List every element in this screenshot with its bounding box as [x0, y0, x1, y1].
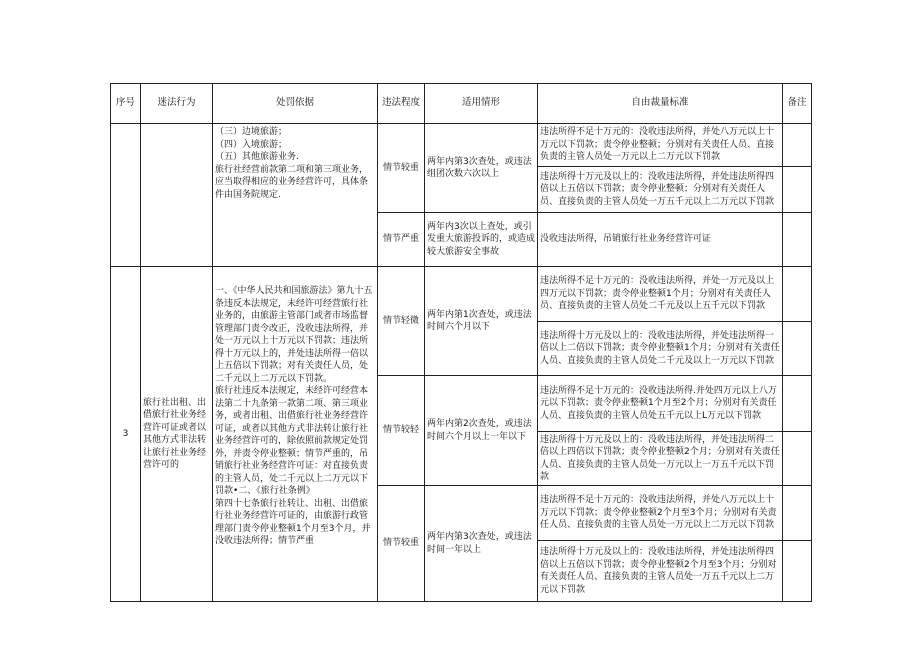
row2-standard-light-over: 违法所得十万元及以上的：没收违法所得，并处违法所得二倍以上四倍以下罚款；责令停业整顿2个月；分别对有关责任人员、直接负责的主管人员处一万元以上一万五千元以下罚款	[538, 432, 783, 486]
row2-note-1	[783, 267, 812, 322]
row1-note-1	[783, 124, 812, 167]
row2-note-3	[783, 376, 812, 432]
row2-degree-heavy: 情节较重	[378, 486, 425, 602]
header-note: 备注	[783, 84, 812, 124]
row1-standard-heavy-over: 违法所得十万元及以上的：没收违法所得，并处违法所得四倍以上五倍以下罚款；责令停业整顿；分别对有关责任人员、直接负责的主管人员处一万五千元以上二万元以下罚款	[538, 167, 783, 213]
row1-note-3	[783, 213, 812, 267]
header-row	[111, 84, 812, 124]
header-seq: 序号	[111, 84, 141, 124]
row1-seq-cell	[111, 124, 141, 267]
row1-standard-severe: 没收违法所得，吊销旅行社业务经营许可证	[538, 213, 783, 267]
row2-note-6	[783, 541, 812, 602]
row2-circumstance-heavy: 两年内第3次查处，或违法时间一年以上	[425, 486, 538, 602]
row2-standard-minor-over: 违法所得十万元及以上的：没收违法所得，并处违法所得一倍以上二倍以下罚款；责令停业整顿1个月；分别对有关责任人员、直接负责的主管人员处二千元及以上一万元以下罚款	[538, 322, 783, 376]
table-row	[111, 124, 812, 167]
row2-basis: 一、《中华人民共和国旅游法》第九十五条违反本法规定，未经许可经营旅行社业务的，由旅游主管部门或者市场监督管理部门责令改正，没收违法所得，并处一万元以上十万元以下罚款；违法所得十万元以上的，并处违法所得一倍以上五倍以下罚款；对有关责任人员，处二千元以上二万元以下罚款。 旅行社违反本法规定，未经许可经营本法第二十九条第一款第二项、第三项业务，或者出租、出借旅行社业务经营许可证，或者以其他方式非法转让旅行社业务经营许可的，除依照前款规定处罚外，并责令停业整顿；情节严重的，吊销旅行社业务经营许可证：对直接负责的主管人员，处二千元以上二万元以下罚款•二、《旅行社条例》 第四十七条旅行社转让、出租、出借旅行社业务经营许可证的，由旅游行政管理部门责令停业整顿1个月至3个月，并没收违法所得；情节严重	[213, 267, 378, 602]
row2-standard-heavy-under: 违法所得不足十万元的：没收违法所得，并处八万元以上十万元以下罚款；责令停业整顿2个月至3个月；分别对有关责任人员、直接负责的主管人员处一万元以上二万元以下罚款	[538, 486, 783, 541]
row1-basis: （三）边境旅游； （四）入境旅游； （五）其他旅游业务. 旅行社经营前款第二项和第三项业务，应当取得相应的业务经营许可，具体条件由国务院规定.	[213, 124, 378, 267]
header-circumstance: 适用情形	[425, 84, 538, 124]
penalty-standards-table	[110, 83, 812, 602]
header-degree: 违法程度	[378, 84, 425, 124]
row2-degree-minor: 情节轻微	[378, 267, 425, 376]
row1-circumstance-severe: 两年内3次以上查处，或引发重大旅游投诉的，或造成较大旅游安全事故	[425, 213, 538, 267]
row2-degree-light: 情节较轻	[378, 376, 425, 486]
row2-note-2	[783, 322, 812, 376]
header-penalty-basis: 处罚依据	[213, 84, 378, 124]
row1-note-2	[783, 167, 812, 213]
row1-degree-severe: 情节严重	[378, 213, 425, 267]
penalty-standards-table-wrapper	[110, 83, 811, 600]
row1-circumstance-heavy: 两年内第3次查处，或违法组团次数六次以上	[425, 124, 538, 213]
row2-standard-minor-under: 违法所得不足十万元的：没收违法所得，并处一万元及以上四万元以下罚款；责令停业整顿1个月；分别对有关责任人员、直接负责的主管人员处二千元及以上五千元以下罚款	[538, 267, 783, 322]
row2-note-5	[783, 486, 812, 541]
row2-seq: 3	[111, 267, 141, 602]
row2-circumstance-minor: 两年内第1次查处，或违法时间六个月以下	[425, 267, 538, 376]
row2-standard-light-under: 违法所得不足十万元的：没收违法所得.并处四万元以上八万元以下罚款；责令停业整顿1个月至2个月；分别对有关责任人员、直接负责的主管人员处五千元以上L万元以下罚款	[538, 376, 783, 432]
row2-note-4	[783, 432, 812, 486]
row2-illegal-act: 旅行社出租、出借旅行社业务经营许可证或者以其他方式非法转让旅行社业务经营许可的	[141, 267, 213, 602]
row1-standard-heavy-under: 违法所得不足十万元的：没收违法所得，并处八万元以上十万元以下罚款；责令停业整顿；分别对有关责任人员、直接负责的主管人员处一万元以上二万元以下罚款	[538, 124, 783, 167]
header-discretion-standard: 自由裁量标准	[538, 84, 783, 124]
row2-standard-heavy-over: 违法所得十万元及以上的：没收违法所得，并处违法所得四倍以上五倍以下罚款；责令停业整顿2个月至3个月；分别对有关责任人员、直接负责的主管人员处一万五千元以上二万元以下罚款	[538, 541, 783, 602]
row1-degree-heavy: 情节较重	[378, 124, 425, 213]
table-row	[111, 267, 812, 322]
header-illegal-act: 迷法行为	[141, 84, 213, 124]
row2-circumstance-light: 两年内第2次查处，或违法时间六个月以上一年以下	[425, 376, 538, 486]
row1-act-cell	[141, 124, 213, 267]
